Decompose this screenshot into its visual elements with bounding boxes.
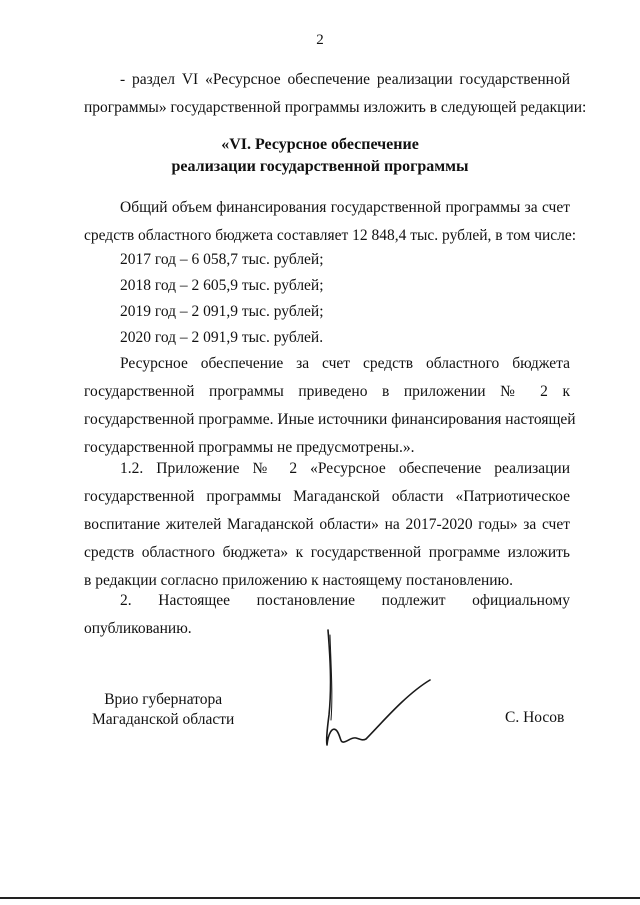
section-heading-line-2: реализации государственной программы xyxy=(171,158,469,175)
item-1-2-paragraph xyxy=(84,455,570,595)
item-1-2-line-5: в редакции согласно приложению к настоящему постановлению. xyxy=(84,572,513,589)
signatory-name: С. Носов xyxy=(505,709,565,726)
year-line-2020: 2020 год – 2 091,9 тыс. рублей. xyxy=(120,329,324,346)
year-line-2018: 2018 год – 2 605,9 тыс. рублей; xyxy=(120,277,324,294)
item-2-line-2: опубликованию. xyxy=(84,620,192,637)
intro-line-2: программы» государственной программы изложить в следующей редакции: xyxy=(84,99,587,116)
signatory-title xyxy=(92,690,234,730)
resources-line-4: государственной программы не предусмотрены.». xyxy=(84,439,415,456)
resources-line-1: Ресурсное обеспечение за счет средств областного бюджета xyxy=(120,355,570,372)
resources-line-2: государственной программы приведено в приложении № 2 к xyxy=(84,383,570,400)
section-heading xyxy=(0,134,640,178)
bottom-scan-edge xyxy=(0,897,640,899)
item-1-2-line-3: воспитание жителей Магаданской области» на 2017-2020 годы» за счет xyxy=(84,516,570,533)
section-heading-line-1: «VI. Ресурсное обеспечение xyxy=(221,136,419,153)
resources-paragraph xyxy=(84,350,576,462)
item-1-2-line-1: 1.2. Приложение № 2 «Ресурсное обеспечение реализации xyxy=(120,460,570,477)
item-1-2-line-4: средств областного бюджета» к государственной программе изложить xyxy=(84,544,570,561)
signatory-title-line-1: Врио губернатора xyxy=(104,691,223,708)
resources-line-3: государственной программе. Иные источники финансирования настоящей xyxy=(84,411,576,428)
page-number: 2 xyxy=(316,32,324,48)
year-line-2017: 2017 год – 6 058,7 тыс. рублей; xyxy=(120,251,324,268)
financing-line-2: средств областного бюджета составляет 12 848,4 тыс. рублей, в том числе: xyxy=(84,227,577,244)
year-line-2019: 2019 год – 2 091,9 тыс. рублей; xyxy=(120,303,324,320)
financing-line-1: Общий объем финансирования государственной программы за счет xyxy=(120,199,570,216)
handwritten-signature xyxy=(310,625,450,760)
intro-line-1: - раздел VI «Ресурсное обеспечение реализации государственной xyxy=(120,71,570,88)
financing-paragraph xyxy=(84,194,577,250)
intro-paragraph xyxy=(84,66,587,122)
item-1-2-line-2: государственной программы Магаданской области «Патриотическое xyxy=(84,488,570,505)
item-2-line-1: 2. Настоящее постановление подлежит официальному xyxy=(120,592,570,609)
signatory-title-line-2: Магаданской области xyxy=(92,711,235,728)
